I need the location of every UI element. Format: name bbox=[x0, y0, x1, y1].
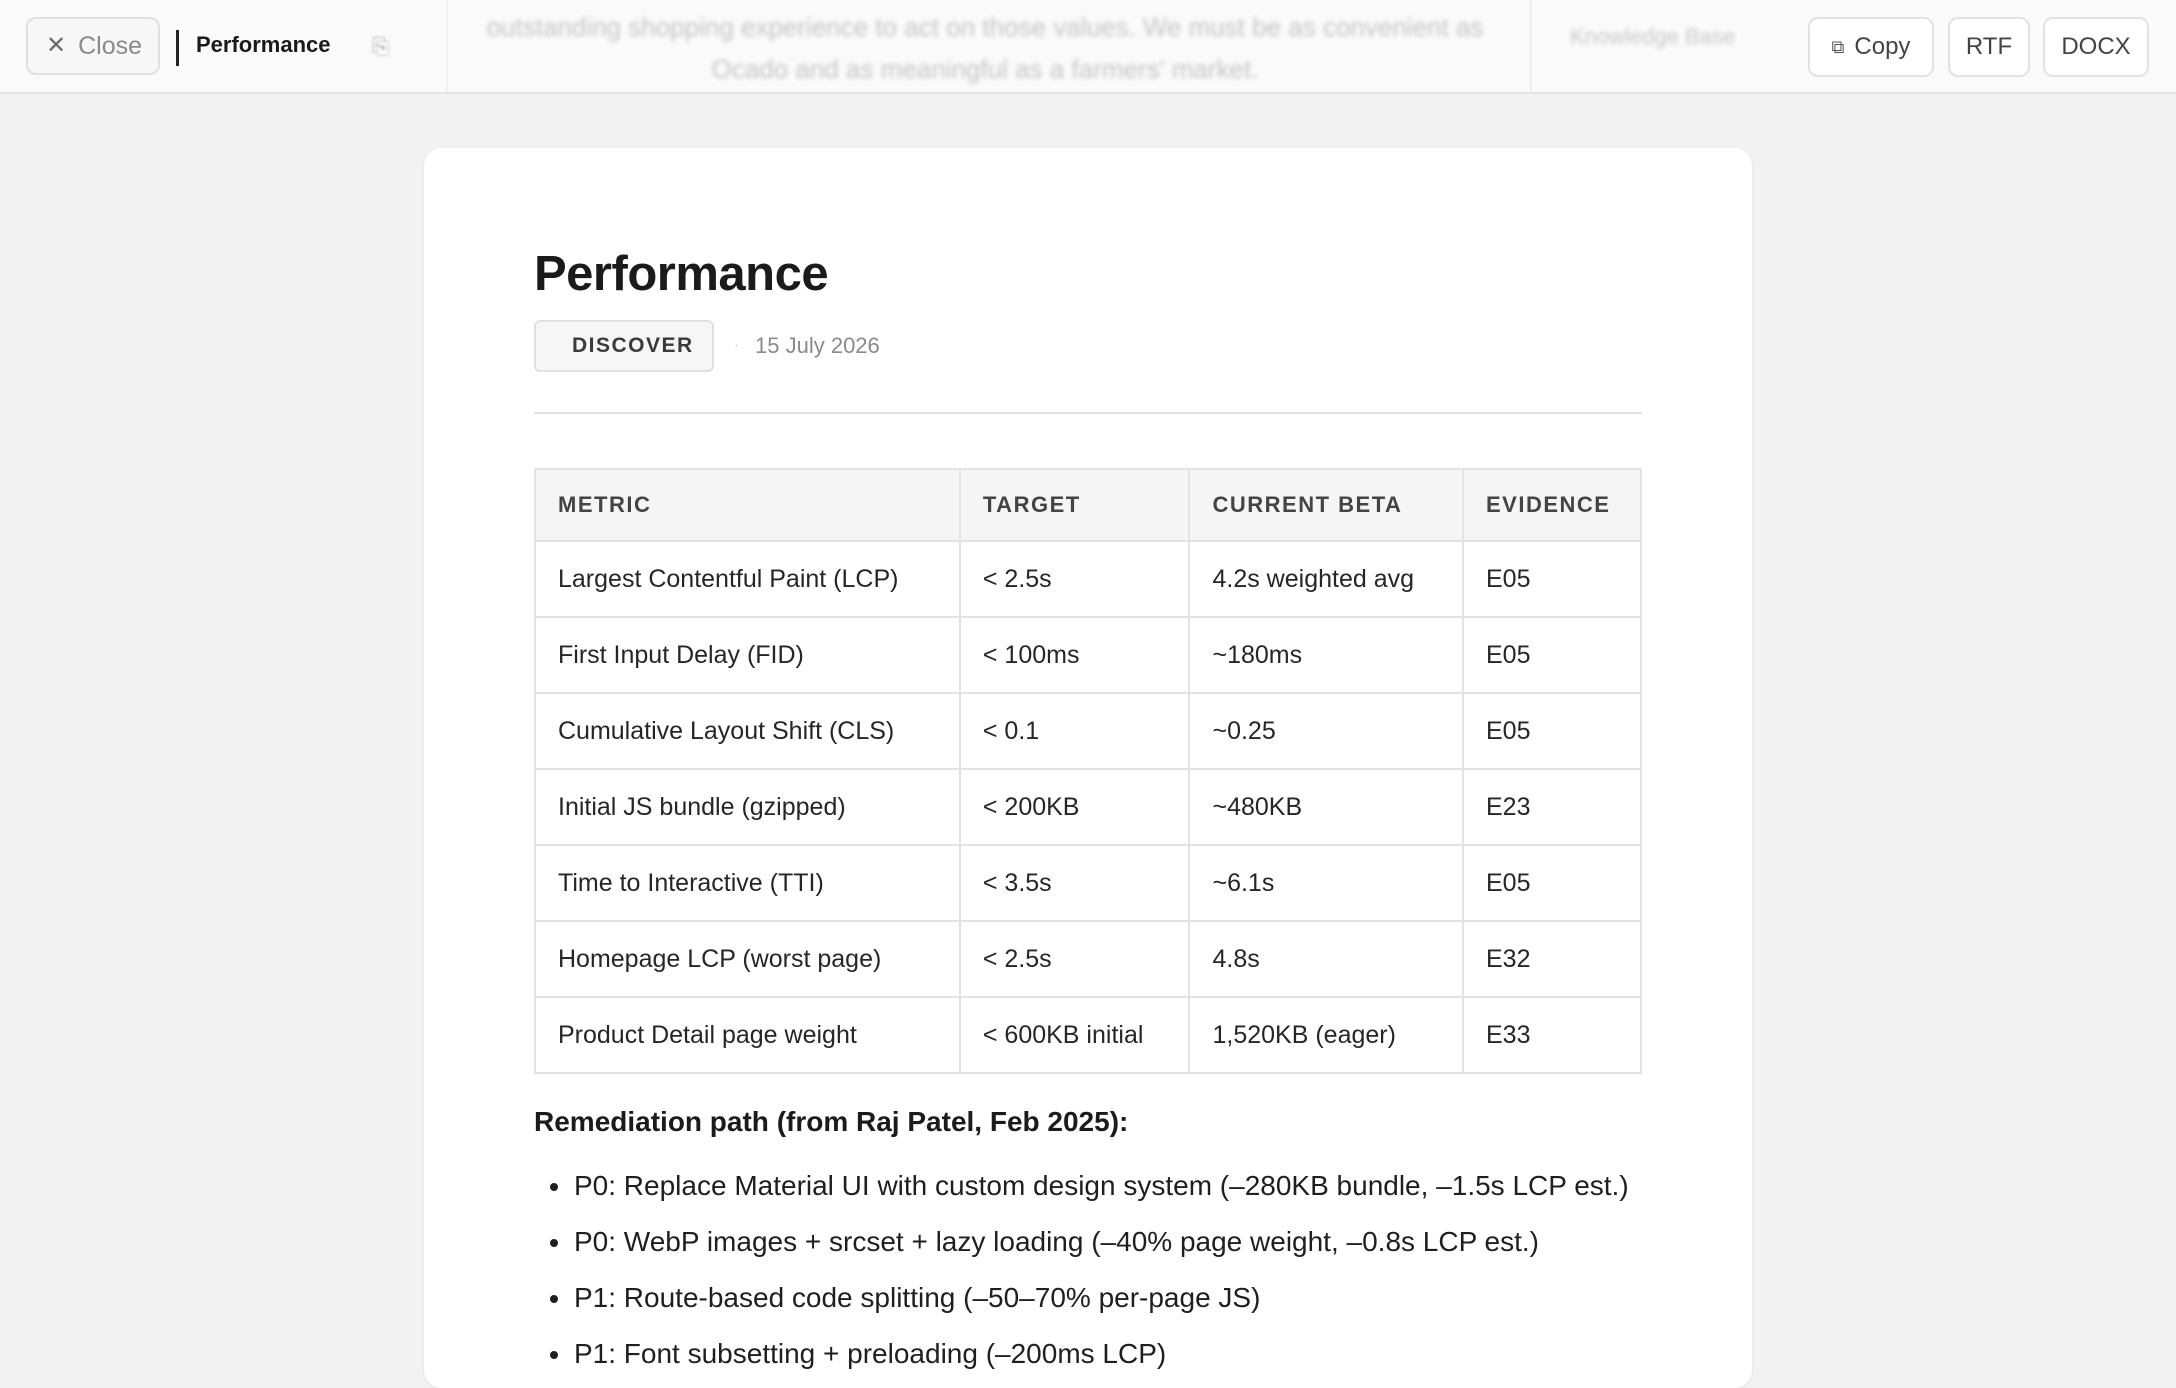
background-divider bbox=[446, 0, 448, 92]
list-item: P0: WebP images + srcset + lazy loading (–40% page weight, –0.8s LCP est.) bbox=[534, 1214, 1674, 1270]
cell-target: < 0.1 bbox=[960, 693, 1190, 769]
table-row bbox=[535, 693, 1641, 769]
list-item: P1: Font subsetting + preloading (–200ms LCP) bbox=[534, 1326, 1674, 1382]
column-header-current-beta: CURRENT BETA bbox=[1189, 469, 1463, 541]
close-button-label: Close bbox=[78, 31, 143, 60]
cell-target: < 100ms bbox=[960, 617, 1190, 693]
list-item: P1: Route-based code splitting (–50–70% per-page JS) bbox=[534, 1270, 1674, 1326]
list-item: P0: Replace Material UI with custom design system (–280KB bundle, –1.5s LCP est.) bbox=[534, 1158, 1674, 1214]
table-row bbox=[535, 921, 1641, 997]
cell-current-beta: ~6.1s bbox=[1189, 845, 1463, 921]
cell-target: < 3.5s bbox=[960, 845, 1190, 921]
cell-metric: Homepage LCP (worst page) bbox=[535, 921, 960, 997]
top-bar bbox=[0, 0, 2176, 94]
document-date: 15 July 2026 bbox=[755, 333, 880, 358]
export-docx-label: DOCX bbox=[2061, 33, 2131, 60]
cell-evidence: E05 bbox=[1463, 693, 1641, 769]
cell-current-beta: ~480KB bbox=[1189, 769, 1463, 845]
background-nav-label: Knowledge Base bbox=[1570, 24, 1736, 49]
meta-separator: · bbox=[733, 337, 740, 354]
background-divider bbox=[1530, 0, 1532, 92]
table-row bbox=[535, 541, 1641, 617]
remediation-list bbox=[534, 1158, 1674, 1382]
copy-button-label: Copy bbox=[1854, 33, 1911, 60]
cell-evidence: E05 bbox=[1463, 617, 1641, 693]
column-header-target: TARGET bbox=[960, 469, 1190, 541]
cell-evidence: E05 bbox=[1463, 845, 1641, 921]
cell-target: < 600KB initial bbox=[960, 997, 1190, 1073]
cell-current-beta: 4.2s weighted avg bbox=[1189, 541, 1463, 617]
cell-current-beta: 4.8s bbox=[1189, 921, 1463, 997]
background-icon: ⎘ bbox=[372, 34, 390, 59]
cell-evidence: E32 bbox=[1463, 921, 1641, 997]
page-title: Performance bbox=[534, 247, 829, 301]
cell-current-beta: ~180ms bbox=[1189, 617, 1463, 693]
table-row bbox=[535, 997, 1641, 1073]
performance-table bbox=[534, 468, 1642, 1074]
cell-current-beta: 1,520KB (eager) bbox=[1189, 997, 1463, 1073]
document-card bbox=[424, 148, 1752, 1388]
cell-metric: Time to Interactive (TTI) bbox=[535, 845, 960, 921]
cell-evidence: E33 bbox=[1463, 997, 1641, 1073]
remediation-heading: Remediation path (from Raj Patel, Feb 2025): bbox=[534, 1106, 1129, 1137]
cell-current-beta: ~0.25 bbox=[1189, 693, 1463, 769]
table-header-row bbox=[535, 469, 1641, 541]
breadcrumb-separator bbox=[176, 30, 179, 66]
export-rtf-label: RTF bbox=[1965, 33, 2013, 60]
document-meta bbox=[534, 320, 880, 372]
cell-metric: Largest Contentful Paint (LCP) bbox=[535, 541, 960, 617]
table-row bbox=[535, 845, 1641, 921]
column-header-metric: METRIC bbox=[535, 469, 960, 541]
export-rtf-button[interactable] bbox=[1948, 17, 2030, 77]
cell-metric: First Input Delay (FID) bbox=[535, 617, 960, 693]
cell-target: < 2.5s bbox=[960, 921, 1190, 997]
cell-metric: Initial JS bundle (gzipped) bbox=[535, 769, 960, 845]
breadcrumb-title: Performance bbox=[196, 32, 331, 57]
cell-metric: Cumulative Layout Shift (CLS) bbox=[535, 693, 960, 769]
column-header-evidence: EVIDENCE bbox=[1463, 469, 1641, 541]
table-row bbox=[535, 617, 1641, 693]
background-document-text: outstanding shopping experience to act on those values. We must be as convenient as Ocado and as meaningful as a farmers' market. bbox=[486, 12, 1484, 84]
copy-button[interactable] bbox=[1808, 17, 1934, 77]
cell-target: < 2.5s bbox=[960, 541, 1190, 617]
copy-icon: ⧉ bbox=[1831, 36, 1845, 57]
cell-evidence: E23 bbox=[1463, 769, 1641, 845]
table-row bbox=[535, 769, 1641, 845]
cell-evidence: E05 bbox=[1463, 541, 1641, 617]
divider bbox=[534, 412, 1642, 414]
category-badge: DISCOVER bbox=[534, 320, 714, 372]
close-button[interactable] bbox=[26, 17, 160, 75]
cell-metric: Product Detail page weight bbox=[535, 997, 960, 1073]
export-docx-button[interactable] bbox=[2043, 17, 2149, 77]
cell-target: < 200KB bbox=[960, 769, 1190, 845]
close-icon: ✕ bbox=[46, 32, 67, 59]
